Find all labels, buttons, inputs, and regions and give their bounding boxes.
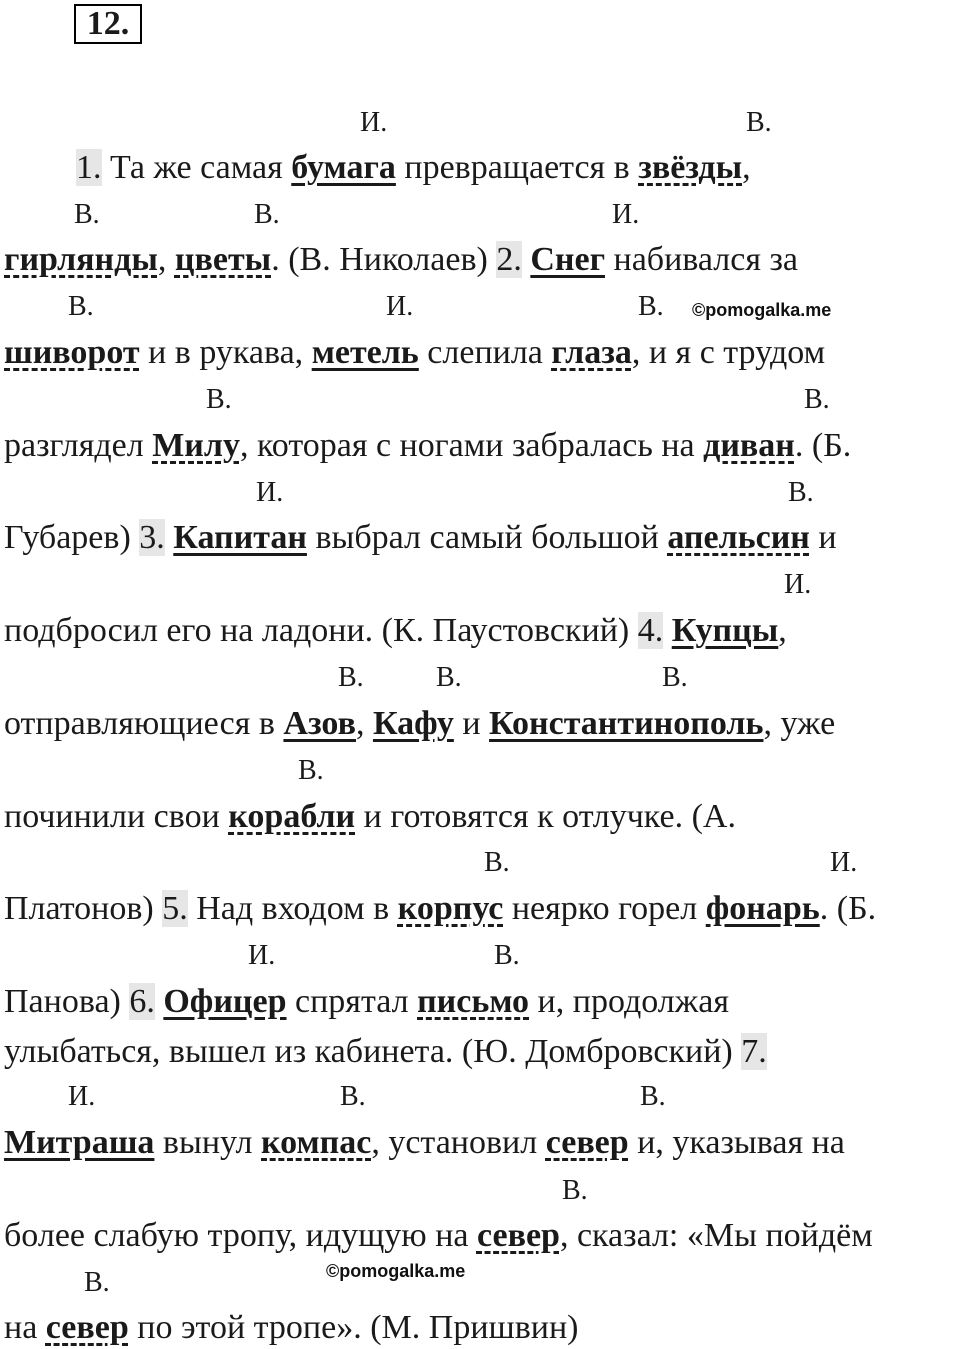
text-line: более слабую тропу, идущую на север, сказал: «Мы пойдём [4, 1217, 873, 1254]
case-mark: В. [788, 477, 814, 508]
case-mark: В. [494, 940, 520, 971]
subject-word: фонарь [705, 890, 820, 927]
text-line: разглядел Милу, которая с ногами забралась на диван. (Б. [4, 427, 852, 464]
text-line: отправляющиеся в Азов, Кафу и Константинополь, уже [4, 705, 836, 742]
text-line: гирлянды, цветы. (В. Николаев) 2. Снег набивался за [4, 241, 799, 278]
case-mark: В. [74, 199, 100, 230]
case-mark: В. [662, 662, 688, 693]
text-line: подбросил его на ладони. (К. Паустовский) 4. Купцы, [4, 612, 787, 649]
object-word: гирлянды [4, 241, 158, 278]
case-mark: В. [206, 384, 232, 415]
object-word: звёзды [638, 149, 743, 186]
case-mark: В. [340, 1081, 366, 1112]
text-line: на север по этой тропе». (М. Пришвин) [4, 1309, 579, 1346]
object-word: корпус [397, 890, 504, 927]
sentence-number: 6. [129, 983, 155, 1020]
sentence-number: 7. [741, 1033, 767, 1070]
object-word: север [45, 1309, 129, 1346]
exercise-number: 12. [74, 4, 142, 44]
sentence-number: 4. [637, 612, 664, 649]
case-mark: В. [804, 384, 830, 415]
object-word: глаза [551, 334, 632, 371]
object-word: Азов [283, 705, 356, 742]
case-mark: В. [338, 662, 364, 693]
sentence-number: 1. [76, 149, 102, 186]
case-mark: В. [562, 1175, 588, 1206]
case-mark: И. [360, 107, 388, 138]
case-mark: В. [484, 847, 510, 878]
object-word: Кафу [372, 705, 454, 742]
case-mark: И. [68, 1081, 96, 1112]
case-mark: В. [254, 199, 280, 230]
sentence-number: 5. [162, 890, 188, 927]
text-line: улыбаться, вышел из кабинета. (Ю. Домбровский) 7. [4, 1033, 767, 1070]
case-mark: И. [612, 199, 640, 230]
subject-word: Снег [530, 241, 606, 278]
subject-word: Купцы [671, 612, 779, 649]
text-line: Панова) 6. Офицер спрятал письмо и, продолжая [4, 983, 729, 1020]
object-word: Милу [152, 427, 240, 464]
object-word: апельсин [667, 519, 810, 556]
case-mark: В. [746, 107, 772, 138]
subject-word: Митраша [4, 1124, 155, 1161]
text-line: Платонов) 5. Над входом в корпус неярко горел фонарь. (Б. [4, 890, 877, 927]
case-mark: В. [436, 662, 462, 693]
case-mark: И. [256, 477, 284, 508]
object-word: компас [261, 1124, 372, 1161]
watermark: ©pomogalka.me [692, 300, 832, 320]
object-word: шиворот [4, 334, 140, 371]
case-mark: В. [68, 291, 94, 322]
subject-word: Офицер [163, 983, 287, 1020]
case-mark: И. [386, 291, 414, 322]
object-word: цветы [174, 241, 272, 278]
case-mark: В. [298, 755, 324, 786]
case-mark: В. [640, 1081, 666, 1112]
subject-word: Капитан [173, 519, 307, 556]
object-word: письмо [417, 983, 530, 1020]
text-line: шиворот и в рукава, метель слепила глаза, и я с трудом [4, 334, 826, 371]
object-word: диван [703, 427, 795, 464]
case-mark: В. [638, 291, 664, 322]
object-word: север [545, 1124, 629, 1161]
watermark: ©pomogalka.me [326, 1261, 466, 1281]
object-word: корабли [228, 798, 356, 835]
text-line: Митраша вынул компас, установил север и, указывая на [4, 1124, 845, 1161]
case-mark: И. [248, 940, 276, 971]
object-word: Константинополь [489, 705, 764, 742]
object-word: север [476, 1217, 560, 1254]
case-mark: В. [84, 1267, 110, 1298]
text-line: починили свои корабли и готовятся к отлучке. (А. [4, 798, 736, 835]
case-mark: И. [784, 569, 812, 600]
case-mark: И. [830, 847, 858, 878]
sentence-number: 3. [139, 519, 165, 556]
subject-word: бумага [291, 149, 396, 186]
sentence-number: 2. [496, 241, 522, 278]
text-line: Губарев) 3. Капитан выбрал самый большой апельсин и [4, 519, 837, 556]
text-line: 1. Та же самая бумага превращается в звёзды, [76, 149, 751, 186]
subject-word: метель [311, 334, 419, 371]
